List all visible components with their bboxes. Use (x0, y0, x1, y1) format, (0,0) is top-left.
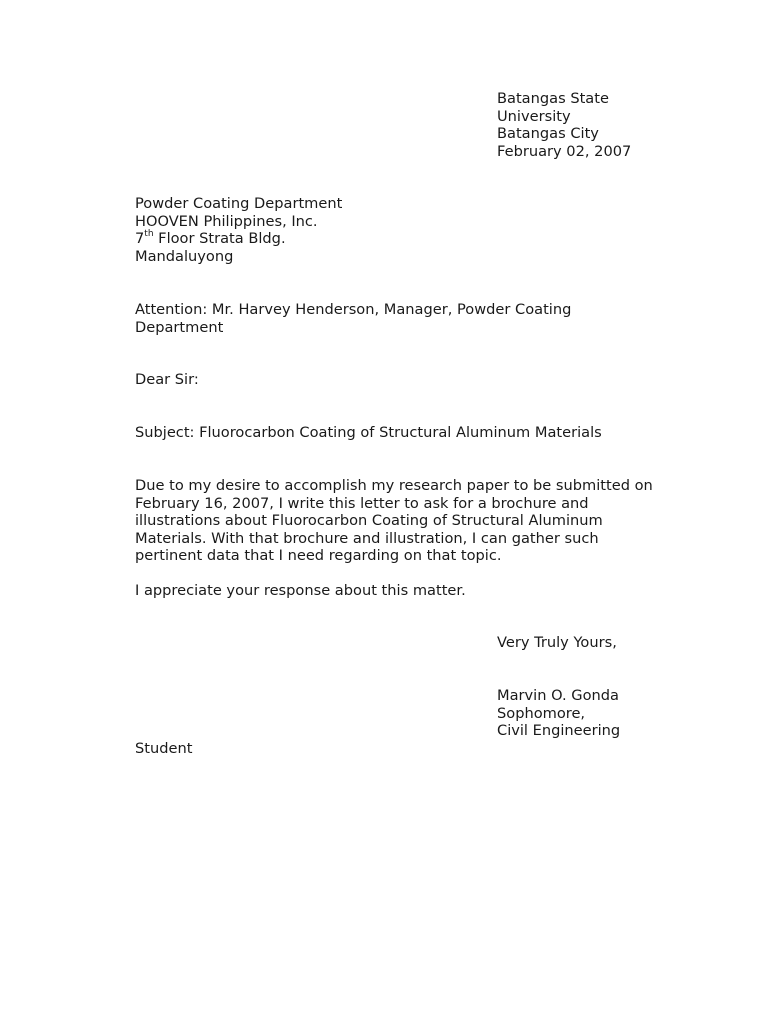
body-line-1: Due to my desire to accomplish my research paper to be submitted on (135, 477, 653, 494)
floor-rest: Floor Strata Bldg. (153, 230, 286, 248)
sender-line-3: Batangas City (497, 125, 599, 143)
body-line-4: Materials. With that brochure and illustration, I can gather such (135, 529, 599, 547)
attention-line (135, 301, 695, 336)
attention-line-2: Department (135, 318, 224, 336)
recipient-floor (135, 230, 342, 248)
body-paragraph-1 (135, 477, 653, 565)
body-line-2: February 16, 2007, I write this letter to ask for a brochure and (135, 494, 589, 512)
sender-line-1: Batangas State (497, 90, 609, 107)
body-line-3: illustrations about Fluorocarbon Coating of Structural Aluminum (135, 512, 603, 530)
signer-name: Marvin O. Gonda (497, 687, 619, 704)
signer-year-level: Sophomore, (497, 704, 586, 722)
salutation: Dear Sir: (135, 371, 199, 388)
body-paragraph-2: I appreciate your response about this matter. (135, 582, 466, 599)
floor-suffix: th (144, 229, 154, 240)
body-line-5: pertinent data that I need regarding on that topic. (135, 547, 502, 565)
signature-block (497, 687, 620, 740)
recipient-department: Powder Coating Department (135, 195, 343, 212)
sender-address (497, 90, 631, 160)
signer-role: Student (135, 740, 193, 757)
letter-date: February 02, 2007 (497, 142, 632, 160)
complimentary-close: Very Truly Yours, (497, 634, 617, 651)
signer-course: Civil Engineering (497, 722, 621, 740)
recipient-company: HOOVEN Philippines, Inc. (135, 212, 318, 230)
sender-line-2: University (497, 107, 571, 125)
subject-line: Subject: Fluorocarbon Coating of Structural Aluminum Materials (135, 424, 602, 441)
floor-number: 7 (135, 230, 145, 248)
recipient-city: Mandaluyong (135, 247, 234, 265)
recipient-address (135, 195, 342, 265)
attention-line-1: Attention: Mr. Harvey Henderson, Manager, Powder Coating (135, 301, 572, 318)
